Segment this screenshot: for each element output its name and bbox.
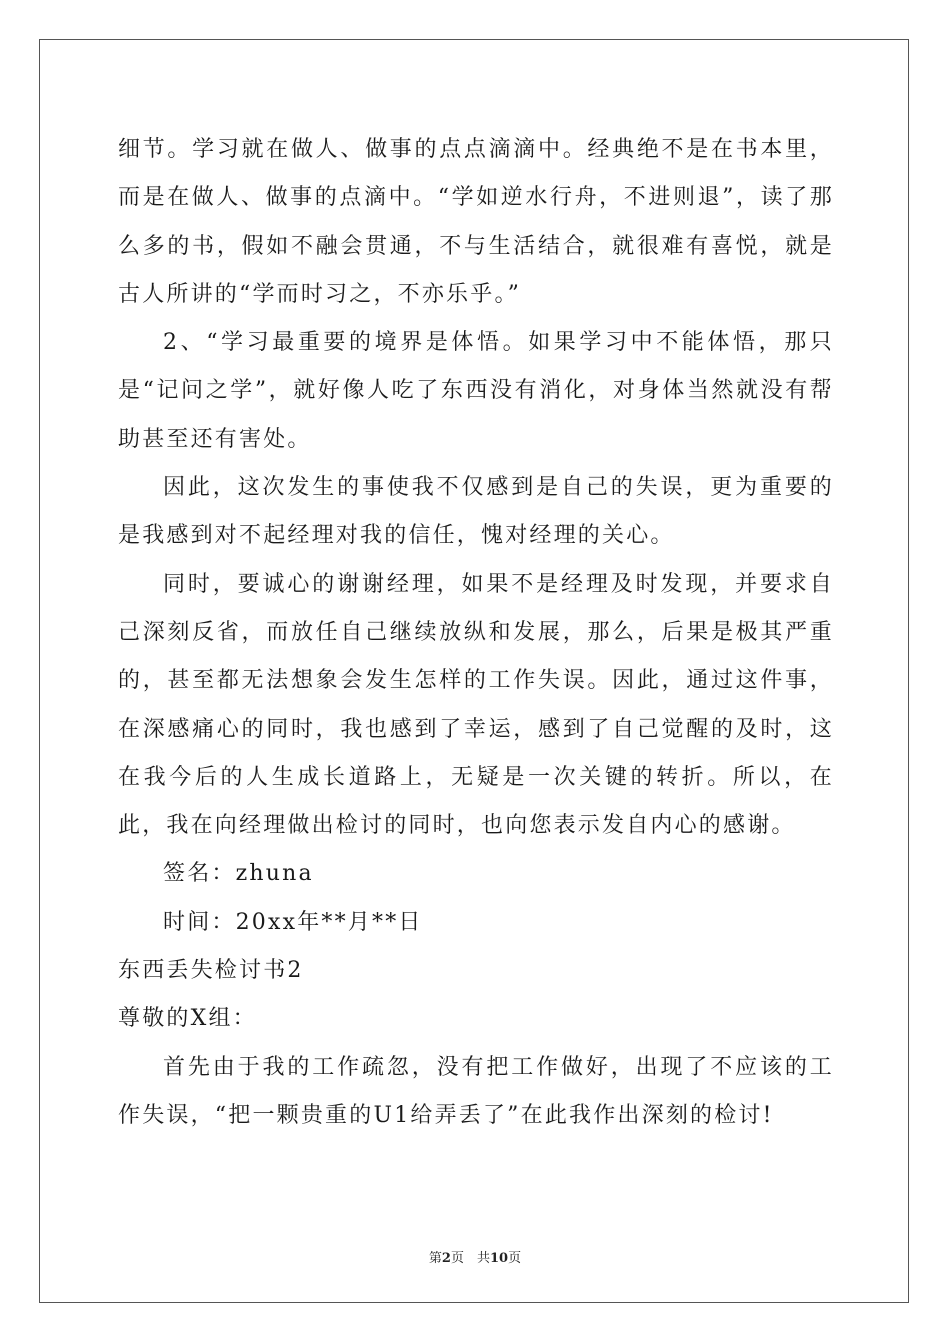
document-body <box>118 126 834 1140</box>
total-pages-number: 10 <box>489 1251 509 1266</box>
section-title: 东西丢失检讨书2 <box>118 958 304 984</box>
paragraph: 同时，要诚心的谢谢经理，如果不是经理及时发现，并要求自己深刻反省，而放任自己继续放纵和发展，那么，后果是极其严重的，甚至都无法想象会发生怎样的工作失误。因此，通过这件事，在深感痛心的同时，我也感到了幸运，感到了自己觉醒的及时，这在我今后的人生成长道路上，无疑是一次关键的转折。所以，在此，我在向经理做出检讨的同时，也向您表示发自内心的感谢。 <box>118 571 834 839</box>
footer-suffix: 页 <box>508 1251 522 1266</box>
date-line: 时间：20xx年**月**日 <box>163 909 423 935</box>
salutation: 尊敬的X组： <box>118 1006 257 1032</box>
paragraph: 因此，这次发生的事使我不仅感到是自己的失误，更为重要的是我感到对不起经理对我的信任，愧对经理的关心。 <box>118 475 834 549</box>
signature: 签名：zhuna <box>163 861 314 887</box>
footer-middle: 页 共 <box>450 1251 490 1266</box>
paragraph: 2、“学习最重要的境界是体悟。如果学习中不能体悟，那只是“记问之学”，就好像人吃了东西没有消化，对身体当然就没有帮助甚至还有害处。 <box>118 330 834 452</box>
footer-prefix: 第 <box>428 1251 442 1266</box>
page-footer <box>0 1247 950 1266</box>
paragraph: 首先由于我的工作疏忽，没有把工作做好，出现了不应该的工作失误，“把一颗贵重的U1给弄丢了”在此我作出深刻的检讨! <box>118 1054 834 1128</box>
paragraph: 细节。学习就在做人、做事的点点滴滴中。经典绝不是在书本里，而是在做人、做事的点滴中。“学如逆水行舟，不进则退”，读了那么多的书，假如不融会贯通，不与生活结合，就很难有喜悦，就是古人所讲的“学而时习之，不亦乐乎。” <box>118 137 834 307</box>
current-page-number: 2 <box>441 1251 451 1266</box>
